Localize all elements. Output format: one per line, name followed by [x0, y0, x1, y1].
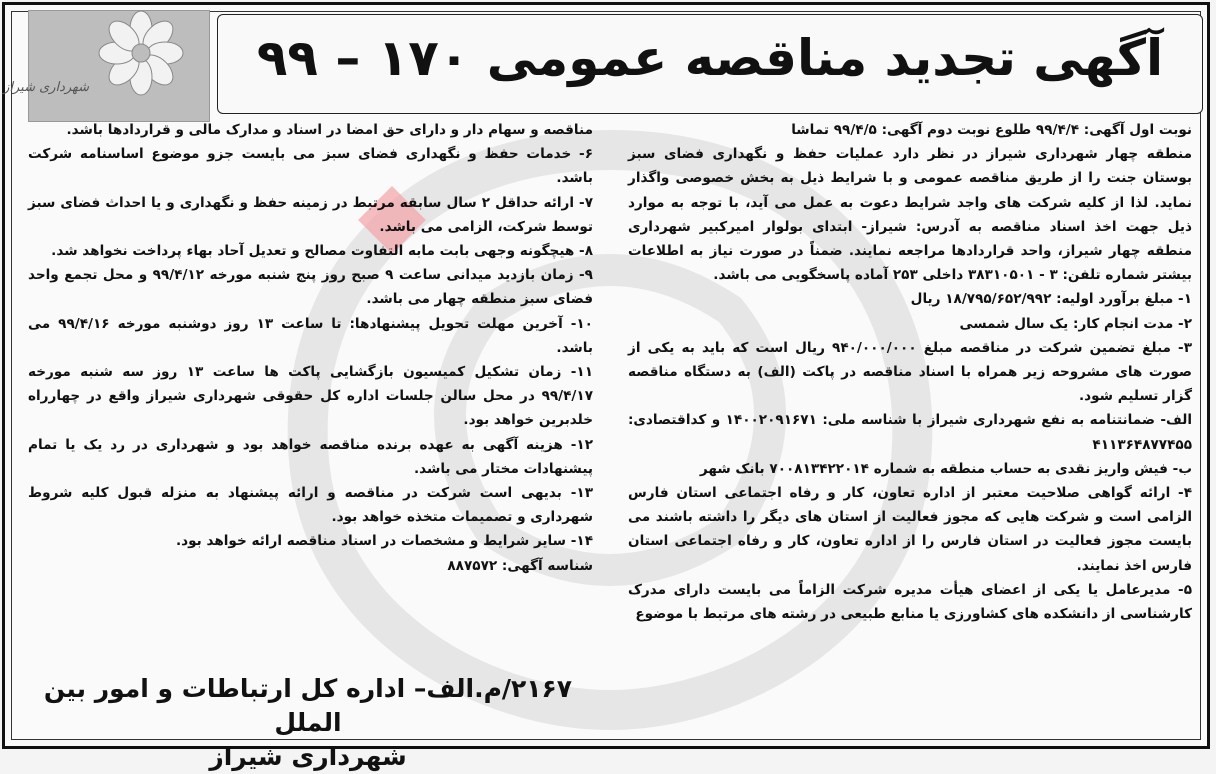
- item-9: ۹- زمان بازدید میدانی ساعت ۹ صبح روز پنج شنبه مورخه ۹۹/۴/۱۲ و محل تجمع واحد فضای سبز منطقه چهار می باشد.: [28, 267, 593, 308]
- right-column: [628, 118, 1192, 626]
- item-5-continued: مناقصه و سهام دار و دارای حق امضا در اسناد و مدارک مالی و قراردادها باشد.: [66, 122, 593, 138]
- item-7: ۷- ارائه حداقل ۲ سال سابقه مرتبط در زمینه حفظ و نگهداری و یا احداث فضای سبز توسط شرکت، الزامی می باشد.: [28, 194, 593, 235]
- item-8: ۸- هیچگونه وجهی بابت مابه التفاوت مصالح و تعدیل آحاد بهاء پرداخت نخواهد شد.: [51, 243, 593, 260]
- logo-text: شهرداری شیراز: [3, 80, 89, 95]
- left-column: [28, 118, 593, 578]
- item-10: ۱۰- آخرین مهلت تحویل پیشنهادها: تا ساعت ۱۳ روز دوشنبه مورخه ۹۹/۴/۱۶ می باشد.: [28, 315, 593, 356]
- signature-line-1: ۲۱۶۷/م.الف– اداره کل ارتباطات و امور بین الملل: [43, 674, 573, 737]
- shiraz-municipality-logo-icon: [3, 11, 209, 121]
- item-14: ۱۴- سایر شرایط و مشخصات در اسناد مناقصه ارائه خواهد بود.: [176, 533, 593, 550]
- item-12: ۱۲- هزینه آگهی به عهده برنده مناقصه خواهد بود و شهرداری در رد یک یا تمام پیشنهادات مختار می باشد.: [28, 436, 593, 477]
- item-4-qualification: ۴- ارائه گواهی صلاحیت معتبر از اداره تعاون، کار و رفاه اجتماعی استان فارس الزامی است و شرکت هایی که مجوز فعالیت از استان های دیگر را داشته باشند می بایست مجوز فعالیت در استان فارس را از اداره تعاون، کار و رفاه اجتماعی استان فارس اخذ نمایند.: [628, 485, 1192, 574]
- item-2-duration: ۲- مدت انجام کار: یک سال شمسی: [959, 315, 1192, 332]
- item-3b-cash-deposit: ب- فیش واریز نقدی به حساب منطقه به شماره ۷۰۰۸۱۳۴۲۲۰۱۴ بانک شهر: [699, 460, 1192, 477]
- notice-id: شناسه آگهی: ۸۸۷۵۷۲: [447, 557, 593, 574]
- signature-line-2: شهرداری شیراز: [209, 742, 407, 771]
- item-3-guarantee: ۳- مبلغ تضمین شرکت در مناقصه مبلغ ۹۴۰/۰۰۰/۰۰۰ ریال است که باید به یکی از صورت های مشروحه زیر همراه با اسناد مناقصه در پاکت (الف) به دستگاه مناقصه گزار تسلیم شود.: [628, 339, 1192, 405]
- item-13: ۱۳- بدیهی است شرکت در مناقصه و ارائه پیشنهاد به منزله قبول کلیه شروط شهرداری و تصمیمات متخذه خواهد بود.: [28, 485, 593, 526]
- signature-block: [28, 672, 588, 774]
- item-3a-bank-guarantee: الف- ضمانتنامه به نفع شهرداری شیراز با شناسه ملی: ۱۴۰۰۲۰۹۱۶۷۱ و کداقتصادی: ۴۱۱۳۶۴۸۷۷۴۵۵: [628, 412, 1193, 453]
- announcement-dates: نوبت اول آگهی: ۹۹/۴/۴ طلوع نوبت دوم آگهی: ۹۹/۴/۵ تماشا: [791, 122, 1192, 138]
- logo: [3, 10, 210, 122]
- item-11: ۱۱- زمان تشکیل کمیسیون بازگشایی پاکت ها ساعت ۱۳ روز سه شنبه مورخه ۹۹/۴/۱۷ در محل سالن جلسات اداره کل حقوقی شهرداری شیراز واقع در چهارراه خلدبرین خواهد بود.: [28, 364, 593, 429]
- item-5-ceo-requirement: ۵- مدیرعامل یا یکی از اعضای هیأت مدیره شرکت الزاماً می بایست دارای مدرک کارشناسی از دانشکده های کشاورزی یا منابع طبیعی در رشته های مرتبط با موضوع: [628, 581, 1192, 623]
- intro-paragraph: منطقه چهار شهرداری شیراز در نظر دارد عملیات حفظ و نگهداری فضای سبز بوستان جنت را از طریق مناقصه عمومی و با شرایط ذیل به بخش خصوصی واگذار نماید. لذا از کلیه شرکت های واجد شرایط دعوت به عمل می آید، با توجه به موارد ذیل جهت اخذ اسناد مناقصه به آدرس: شیراز- ابتدای بولوار امیرکبیر شهرداری منطقه چهار شیراز، واحد قراردادها مراجعه نمایند. ضمناً در صورت نیاز به اطلاعات بیشتر شماره تلفن: ۳ - ۳۸۳۱۰۵۰۱ داخلی ۲۵۳ آماده پاسخگویی می باشد.: [628, 146, 1192, 284]
- item-6: ۶- خدمات حفظ و نگهداری فضای سبز می بایست جزو موضوع اساسنامه شرکت باشد.: [28, 146, 593, 187]
- title-box: [217, 14, 1203, 114]
- item-1-estimate: ۱- مبلغ برآورد اولیه: ۱۸/۷۹۵/۶۵۲/۹۹۲ ریال: [910, 291, 1192, 308]
- notice-title: آگهی تجدید مناقصه عمومی ۱۷۰ – ۹۹: [256, 29, 1164, 87]
- header: [3, 8, 1208, 118]
